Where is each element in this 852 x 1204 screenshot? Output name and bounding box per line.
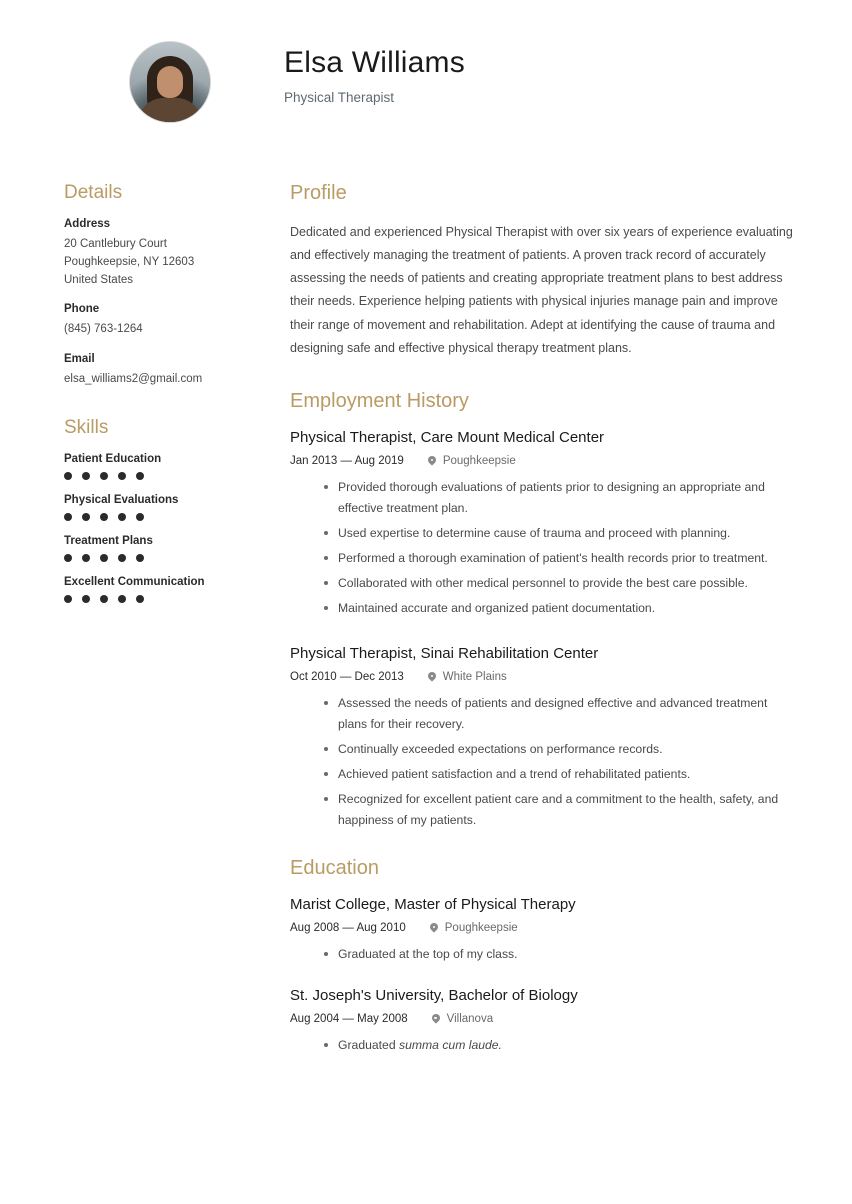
- education-location-wrap: [432, 1013, 493, 1025]
- education-location: Poughkeepsie: [444, 921, 518, 934]
- detail-email: [64, 353, 264, 389]
- employment-date: Jan 2013 — Aug 2019: [290, 454, 404, 467]
- candidate-name: Elsa Williams: [284, 46, 465, 79]
- avatar: [130, 42, 210, 122]
- rating-dot: [64, 513, 72, 521]
- education-bullets: [324, 944, 796, 965]
- employment-section: [290, 390, 796, 831]
- employment-title: Physical Therapist, Sinai Rehabilitation Center: [290, 644, 599, 662]
- address-line-3: United States: [64, 273, 134, 286]
- list-item: [324, 1035, 796, 1056]
- rating-dot: [100, 472, 108, 480]
- employment-meta: [290, 671, 796, 683]
- rating-dot: [82, 513, 90, 521]
- avatar-face: [157, 66, 183, 98]
- candidate-job-title: Physical Therapist: [284, 90, 395, 105]
- employment-bullets: [324, 477, 796, 619]
- rating-dot: [136, 595, 144, 603]
- details-section-title: Details: [64, 182, 123, 203]
- rating-dot: [82, 554, 90, 562]
- location-pin-icon: [432, 1014, 441, 1023]
- education-location-wrap: [430, 922, 518, 934]
- list-item: Maintained accurate and organized patient documentation.: [324, 598, 796, 619]
- rating-dot: [82, 472, 90, 480]
- employment-location: Poughkeepsie: [442, 454, 516, 467]
- education-date: Aug 2008 — Aug 2010: [290, 921, 406, 934]
- employment-date: Oct 2010 — Dec 2013: [290, 670, 404, 683]
- address-label: Address: [64, 218, 111, 230]
- photo-container: [56, 40, 284, 122]
- list-item: Continually exceeded expectations on performance records.: [324, 739, 796, 760]
- education-date: Aug 2004 — May 2008: [290, 1012, 408, 1025]
- rating-dot: [136, 472, 144, 480]
- education-meta: [290, 1013, 796, 1025]
- rating-dot: [100, 513, 108, 521]
- name-block: [284, 40, 465, 105]
- employment-location: White Plains: [442, 670, 507, 683]
- list-item: Used expertise to determine cause of trauma and proceed with planning.: [324, 523, 796, 544]
- profile-section-title: Profile: [290, 182, 347, 204]
- location-pin-icon: [430, 923, 439, 932]
- rating-dot: [64, 554, 72, 562]
- skill-rating: [64, 595, 264, 603]
- rating-dot: [118, 513, 126, 521]
- location-pin-icon: [428, 456, 437, 465]
- main-content: [284, 182, 796, 1164]
- list-item: Graduated at the top of my class.: [324, 944, 796, 965]
- employment-entry: [290, 645, 796, 831]
- email-value[interactable]: elsa_williams2@gmail.com: [64, 373, 203, 386]
- employment-title: Physical Therapist, Care Mount Medical Center: [290, 428, 605, 446]
- employment-location-wrap: [428, 455, 516, 467]
- profile-section: [290, 182, 796, 360]
- skill-rating: [64, 513, 264, 521]
- list-item: Achieved patient satisfaction and a trend of rehabilitated patients.: [324, 764, 796, 785]
- list-item: Assessed the needs of patients and designed effective and advanced treatment plans for their recovery.: [324, 693, 796, 735]
- profile-text: Dedicated and experienced Physical Therapist with over six years of experience evaluating and effectively managing the treatment of patients. A proven track record of accurately assessing the needs of patients and creating appropriate treatment plans to best address their needs. Experience helping patients with physical injuries manage pain and improve their range of movement and rehabilitation. Adept at identifying the cause of trauma and designing safe and effective physical therapy treatment plans.: [290, 225, 793, 355]
- rating-dot: [82, 595, 90, 603]
- education-entry: [290, 987, 796, 1056]
- phone-value: (845) 763-1264: [64, 323, 143, 336]
- list-item: Collaborated with other medical personnel to provide the best care possible.: [324, 573, 796, 594]
- detail-address: [64, 218, 264, 289]
- skill-label: Patient Education: [64, 453, 162, 466]
- employment-section-title: Employment History: [290, 389, 469, 412]
- employment-entry: [290, 429, 796, 619]
- education-entry: [290, 896, 796, 965]
- skill-label: Treatment Plans: [64, 535, 153, 548]
- skills-section-title: Skills: [64, 417, 109, 439]
- rating-dot: [64, 595, 72, 603]
- skill-rating: [64, 472, 264, 480]
- bullet-italic: summa cum laude.: [398, 1037, 502, 1052]
- employment-location-wrap: [428, 671, 507, 683]
- sidebar: [56, 182, 284, 1164]
- rating-dot: [64, 472, 72, 480]
- rating-dot: [100, 554, 108, 562]
- education-meta: [290, 922, 796, 934]
- skill-item: [64, 576, 264, 603]
- rating-dot: [118, 472, 126, 480]
- skill-item: [64, 453, 264, 480]
- employment-meta: [290, 455, 796, 467]
- skill-label: Excellent Communication: [64, 576, 205, 589]
- location-pin-icon: [428, 672, 437, 681]
- list-item: Recognized for excellent patient care and a commitment to the health, safety, and happiness of my patients.: [324, 789, 796, 831]
- list-item: Provided thorough evaluations of patients prior to designing an appropriate and effective treatment plan.: [324, 477, 796, 519]
- address-line-2: Poughkeepsie, NY 12603: [64, 255, 195, 268]
- rating-dot: [136, 554, 144, 562]
- skill-item: [64, 535, 264, 562]
- education-title: Marist College, Master of Physical Therapy: [290, 895, 576, 913]
- education-section: [290, 857, 796, 1056]
- education-title: St. Joseph's University, Bachelor of Biology: [290, 986, 578, 1004]
- education-bullets: [324, 1035, 796, 1056]
- list-item: Performed a thorough examination of patient's health records prior to treatment.: [324, 548, 796, 569]
- education-section-title: Education: [290, 856, 379, 879]
- resume-body: [56, 182, 796, 1164]
- skills-section: [64, 417, 264, 603]
- rating-dot: [100, 595, 108, 603]
- address-line-1: 20 Cantlebury Court: [64, 238, 167, 250]
- skill-item: [64, 494, 264, 521]
- education-location: Villanova: [446, 1012, 494, 1025]
- rating-dot: [136, 513, 144, 521]
- phone-label: Phone: [64, 303, 100, 316]
- resume-header: [56, 40, 796, 148]
- detail-phone: [64, 303, 264, 339]
- skill-label: Physical Evaluations: [64, 494, 179, 507]
- rating-dot: [118, 554, 126, 562]
- bullet-prefix: Graduated: [338, 1037, 399, 1052]
- skill-rating: [64, 554, 264, 562]
- email-label: Email: [64, 353, 95, 366]
- rating-dot: [118, 595, 126, 603]
- employment-bullets: [324, 693, 796, 831]
